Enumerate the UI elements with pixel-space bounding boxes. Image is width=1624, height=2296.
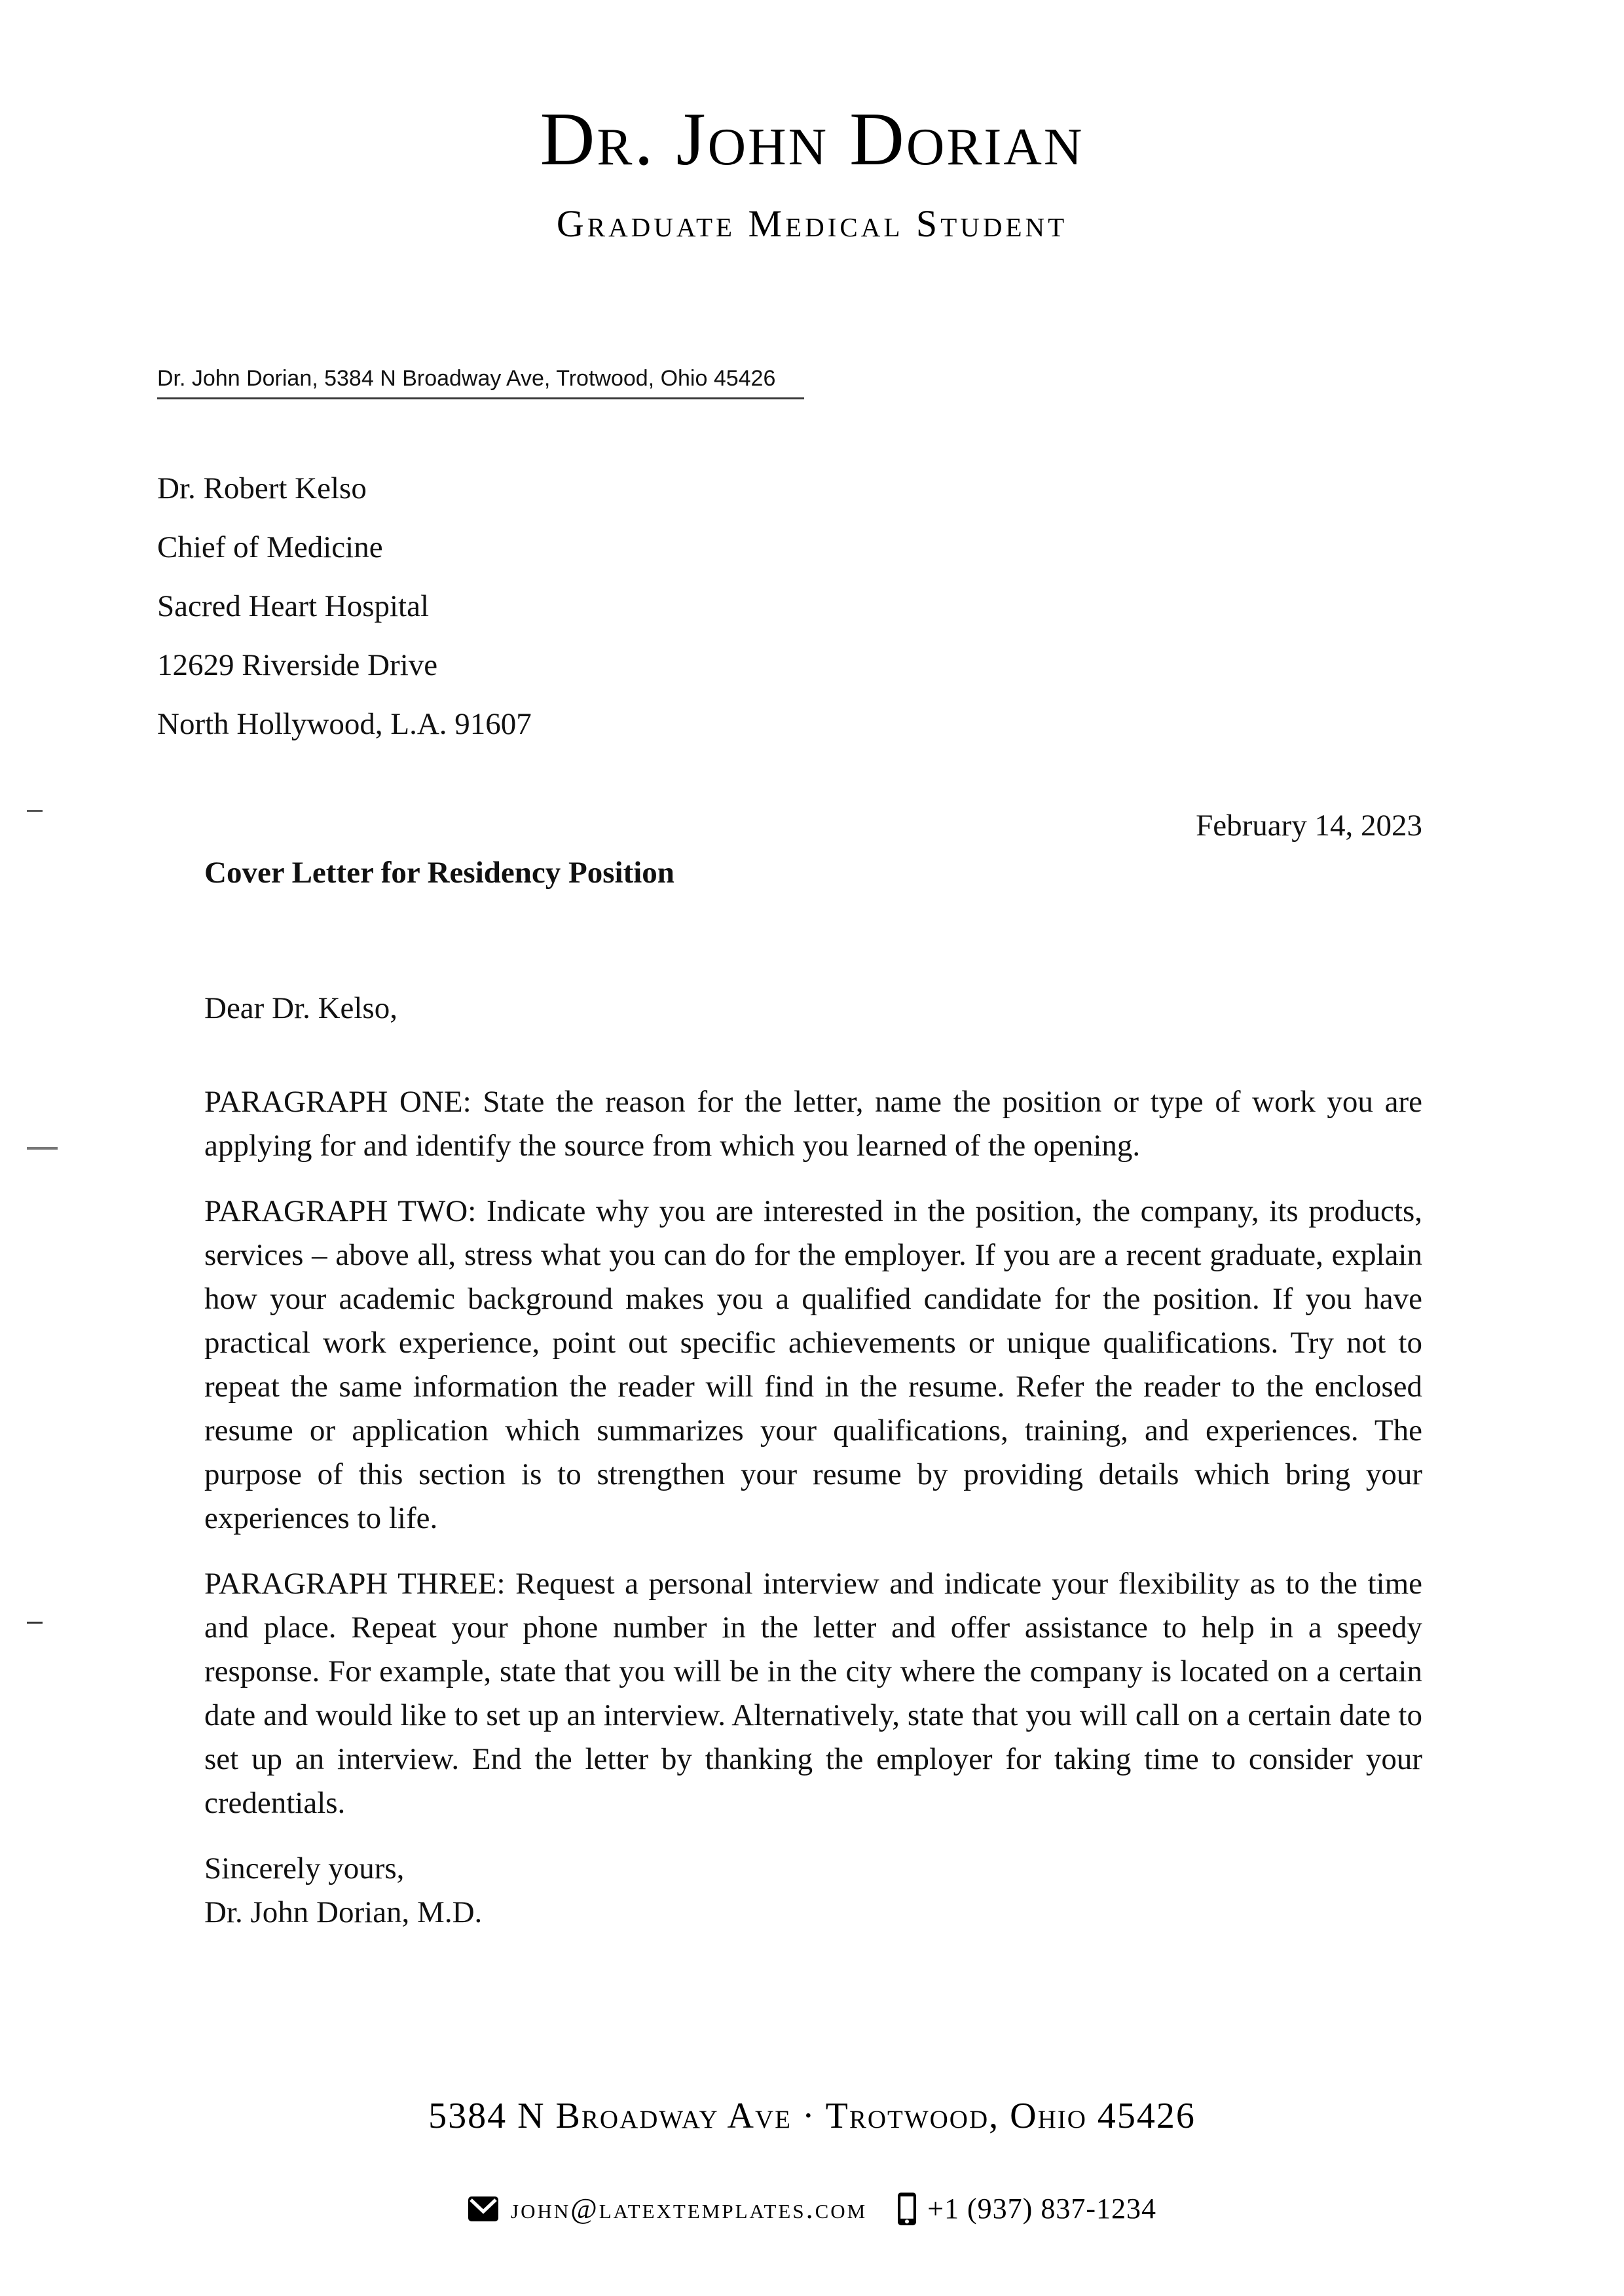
fold-mark-top [27,810,43,812]
fold-mark-bottom [27,1622,43,1624]
footer-phone: +1 (937) 837-1234 [927,2193,1156,2225]
recipient-city: North Hollywood, L.A. 91607 [157,707,532,741]
paragraph-two: PARAGRAPH TWO: Indicate why you are interested in the position, the company, its products, services – above all, stress what you can do for the employer. If you are a recent graduate, explain how your academic background makes you a qualified candidate for the position. If you have practical work experience, point out specific achievements or unique qualifications. Try not to repeat the same information the reader will find in the resume. Refer the reader to the enclosed resume or application which summarizes your qualifications, training, and experiences. The purpose of this section is to strengthen your resume by providing details which bring your experiences to life. [204,1194,1422,1535]
recipient-name: Dr. Robert Kelso [157,471,367,505]
closing [204,1847,1422,1935]
recipient-title: Chief of Medicine [157,530,383,564]
subject-line: Cover Letter for Residency Position [204,856,674,890]
signature: Dr. John Dorian, M.D. [204,1895,483,1929]
salutation: Dear Dr. Kelso, [204,991,397,1025]
letter-body [204,987,1422,1935]
recipient-address [157,459,532,754]
backaddress-rule [157,397,804,399]
punch-mark [27,1147,58,1150]
footer-email: john@latextemplates.com [511,2193,868,2225]
letterhead-name: Dr. John Dorian [540,98,1084,181]
recipient-street: 12629 Riverside Drive [157,648,438,682]
paragraph-one: PARAGRAPH ONE: State the reason for the letter, name the position or type of work you are applying for and identify the source from which you learned of the opening. [204,1085,1422,1163]
footer-address: 5384 N Broadway Ave · Trotwood, Ohio 45426 [428,2096,1196,2136]
mobile-phone-icon [897,2192,917,2226]
letterhead-job-title: Graduate Medical Student [556,202,1068,245]
recipient-organization: Sacred Heart Hospital [157,589,430,623]
envelope-icon [468,2195,499,2223]
footer-contact [0,2192,1624,2226]
backaddress-text: Dr. John Dorian, 5384 N Broadway Ave, Trotwood, Ohio 45426 [157,366,776,391]
letter-date: February 14, 2023 [1196,809,1422,843]
paragraph-three: PARAGRAPH THREE: Request a personal interview and indicate your flexibility as to the time and place. Repeat your phone number in the letter and offer assistance to help in a speedy response. For example, state that you will be in the city where the company is located on a certain date and would like to set up an interview. Alternatively, state that you will call on a certain date to set up an interview. End the letter by thanking the employer for taking time to consider your credentials. [204,1567,1422,1820]
valediction: Sincerely yours, [204,1851,405,1886]
backaddress [157,367,804,399]
